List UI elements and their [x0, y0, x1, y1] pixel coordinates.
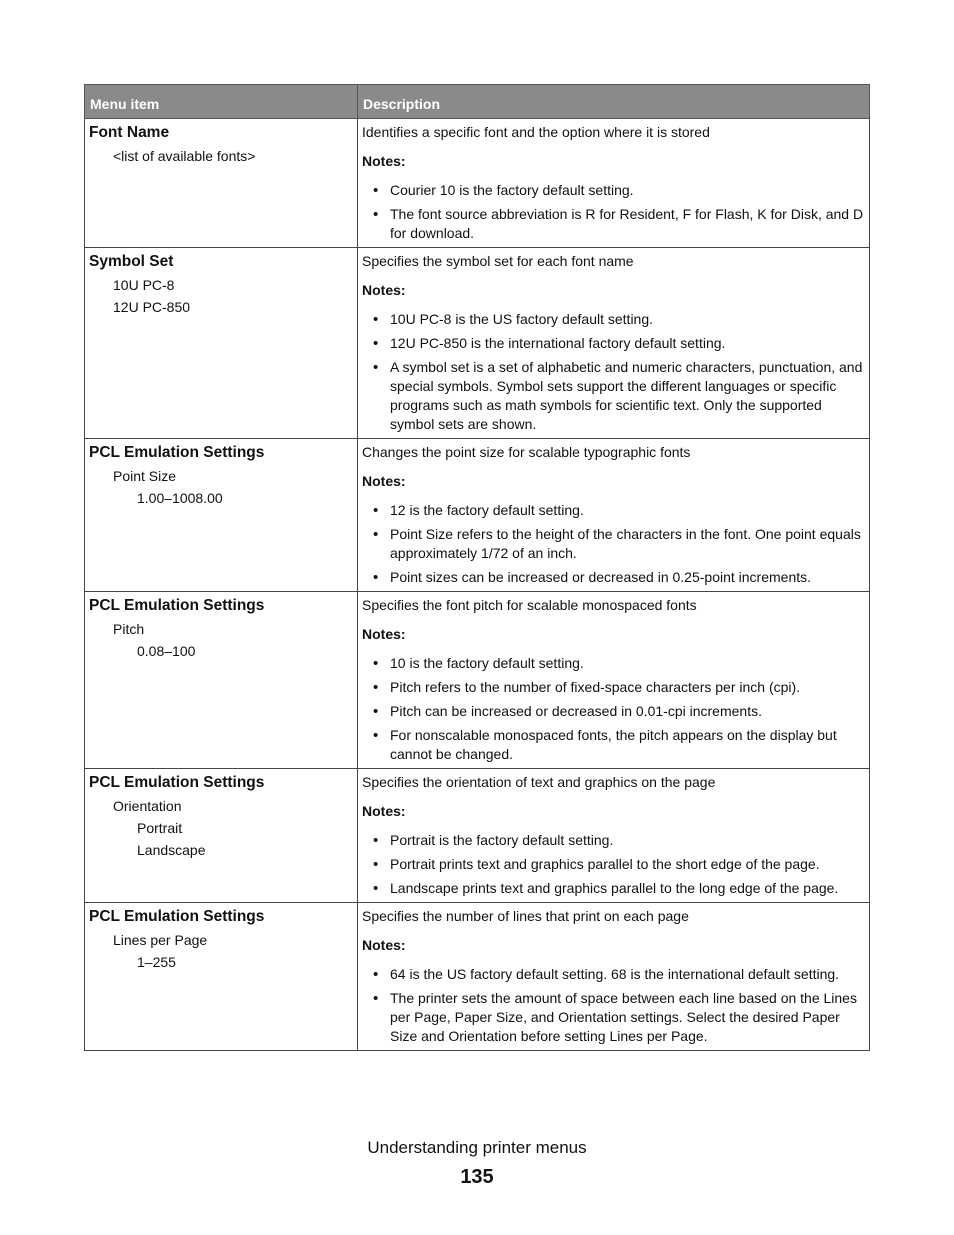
menu-option-value: Landscape [137, 842, 206, 858]
menu-subitem: Point Size [113, 468, 177, 484]
description-cell [358, 769, 870, 903]
notes-label: Notes: [362, 473, 406, 489]
notes-list [362, 965, 865, 1046]
menu-item-title: PCL Emulation Settings [89, 908, 265, 925]
description-cell [358, 248, 870, 439]
table-row [85, 903, 870, 1051]
description-cell [358, 592, 870, 769]
menu-subitem: Pitch [113, 621, 145, 637]
description-text: Changes the point size for scalable typographic fonts [362, 444, 691, 460]
menu-item-cell [85, 903, 358, 1051]
menu-item-title: PCL Emulation Settings [89, 597, 265, 614]
table-row [85, 119, 870, 248]
note-item: • 10 is the factory default setting. [362, 654, 865, 673]
description-text: Specifies the number of lines that print on each page [362, 908, 689, 924]
note-item: • 12U PC-850 is the international factory default setting. [362, 334, 865, 353]
footer-title: Understanding printer menus [367, 1138, 587, 1157]
note-item: • The printer sets the amount of space between each line based on the Lines per Page, Paper Size, and Orientation settings. Select the desired Paper Size and Orientation before setting Lines per Page. [362, 989, 865, 1046]
note-item: • 10U PC-8 is the US factory default setting. [362, 310, 865, 329]
menu-item-cell [85, 592, 358, 769]
menu-subitem: 12U PC-850 [113, 299, 191, 315]
menu-item-title: Font Name [89, 124, 170, 141]
table-row [85, 592, 870, 769]
table-header-row [85, 85, 870, 119]
description-cell [358, 903, 870, 1051]
header-menu-item: Menu item [85, 85, 358, 119]
menu-item-cell [85, 769, 358, 903]
description-text: Specifies the symbol set for each font name [362, 253, 634, 269]
note-item: • The font source abbreviation is R for Resident, F for Flash, K for Disk, and D for download. [362, 205, 865, 243]
description-text: Specifies the font pitch for scalable monospaced fonts [362, 597, 697, 613]
menu-item-title: PCL Emulation Settings [89, 444, 265, 461]
note-item: • Portrait is the factory default setting. [362, 831, 865, 850]
page-number: 135 [460, 1166, 494, 1188]
note-item: • Pitch refers to the number of fixed-space characters per inch (cpi). [362, 678, 865, 697]
menu-option-value: 1.00–1008.00 [137, 490, 223, 506]
notes-list [362, 181, 865, 243]
note-item: • For nonscalable monospaced fonts, the pitch appears on the display but cannot be changed. [362, 726, 865, 764]
notes-list [362, 654, 865, 764]
description-cell [358, 439, 870, 592]
description-cell [358, 119, 870, 248]
notes-list [362, 831, 865, 898]
table-body [85, 119, 870, 1051]
menu-item-title: Symbol Set [89, 253, 174, 270]
note-item: • Point Size refers to the height of the characters in the font. One point equals approximately 1/72 of an inch. [362, 525, 865, 563]
description-text: Identifies a specific font and the option where it is stored [362, 124, 710, 140]
table-row [85, 769, 870, 903]
note-item: • Landscape prints text and graphics parallel to the long edge of the page. [362, 879, 865, 898]
menu-item-title: PCL Emulation Settings [89, 774, 265, 791]
notes-list [362, 310, 865, 434]
menu-table [84, 84, 870, 1051]
note-item: • 64 is the US factory default setting. 68 is the international default setting. [362, 965, 865, 984]
menu-item-cell [85, 439, 358, 592]
menu-option-value: 0.08–100 [137, 643, 196, 659]
table-row [85, 248, 870, 439]
menu-item-cell [85, 248, 358, 439]
menu-subitem: Orientation [113, 798, 182, 814]
menu-option-value: Portrait [137, 820, 183, 836]
notes-list [362, 501, 865, 587]
note-item: • 12 is the factory default setting. [362, 501, 865, 520]
note-item: • Point sizes can be increased or decreased in 0.25-point increments. [362, 568, 865, 587]
note-item: • A symbol set is a set of alphabetic and numeric characters, punctuation, and special symbols. Symbol sets support the different languages or specific programs such as math symbols for scientific text. Only the supported symbol sets are shown. [362, 358, 865, 434]
description-text: Specifies the orientation of text and graphics on the page [362, 774, 716, 790]
note-item: • Portrait prints text and graphics parallel to the short edge of the page. [362, 855, 865, 874]
notes-label: Notes: [362, 937, 406, 953]
note-item: • Courier 10 is the factory default setting. [362, 181, 865, 200]
header-description: Description [358, 85, 870, 119]
table-row [85, 439, 870, 592]
menu-subitem: <list of available fonts> [113, 148, 256, 164]
notes-label: Notes: [362, 153, 406, 169]
notes-label: Notes: [362, 626, 406, 642]
note-item: • Pitch can be increased or decreased in 0.01-cpi increments. [362, 702, 865, 721]
menu-option-value: 1–255 [137, 954, 176, 970]
menu-item-cell [85, 119, 358, 248]
notes-label: Notes: [362, 282, 406, 298]
menu-subitem: Lines per Page [113, 932, 208, 948]
notes-label: Notes: [362, 803, 406, 819]
menu-subitem: 10U PC-8 [113, 277, 175, 293]
